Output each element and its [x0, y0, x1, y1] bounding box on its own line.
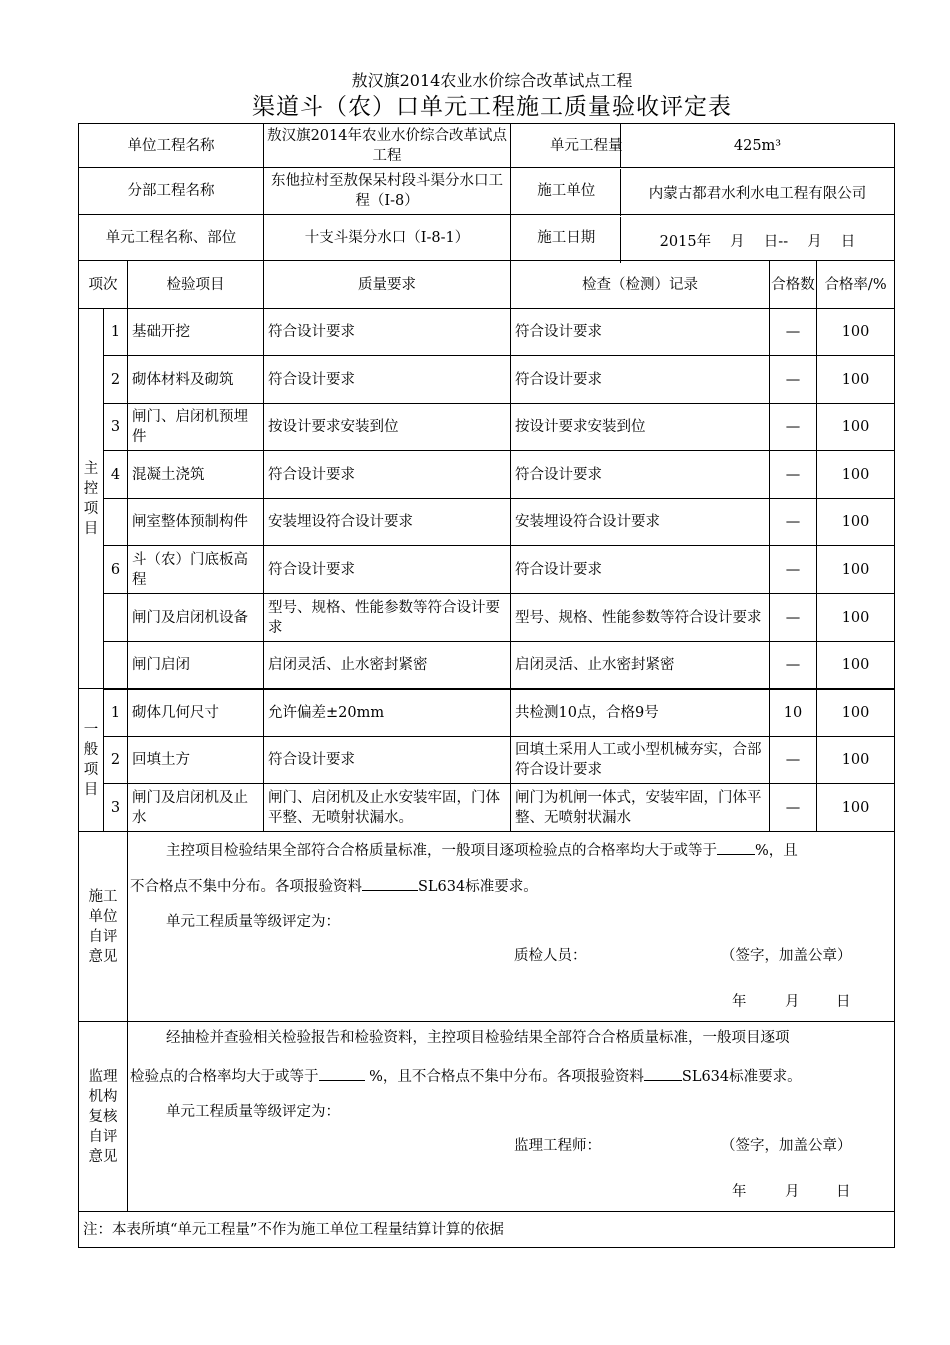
date-label: 施工日期: [511, 215, 770, 261]
table-row: 4 混凝土浇筑 符合设计要求 符合设计要求 — 100: [79, 451, 895, 499]
footnote: 注：本表所填“单元工程量”不作为施工单位工程量结算计算的依据: [79, 1212, 895, 1248]
table-row: 2 砌体材料及砌筑 符合设计要求 符合设计要求 — 100: [79, 356, 895, 404]
table-row: 一般项目 1 砌体几何尺寸 允许偏差±20mm 共检测10点，合格9号 10 100: [79, 689, 895, 737]
col-check-item: 检验项目: [128, 261, 264, 309]
element-value: 十支斗渠分水口（Ⅰ-8-1）: [264, 215, 511, 261]
col-item-no: 项次: [79, 261, 128, 309]
table-row: 2 回填土方 符合设计要求 回填土采用人工或小型机械夯实，合部符合设计要求 — 100: [79, 737, 895, 784]
contractor-seal: （签字，加盖公章）: [721, 948, 852, 964]
group-general-label: 一般项目: [79, 689, 104, 832]
contractor-eval-line1: 主控项目检验结果全部符合合格质量标准，一般项目逐项检验点的合格率均大于或等于 %，且: [166, 838, 798, 861]
col-pass-count: 合格数: [770, 261, 817, 309]
table-row: 闸室整体预制构件 安装埋设符合设计要求 安装埋设符合设计要求 — 100: [79, 499, 895, 546]
unit-project-label: 单位工程名称: [79, 124, 264, 168]
project-name: 敖汉旗2014农业水价综合改革试点工程: [351, 71, 633, 90]
supervisor-grade: 单元工程质量等级评定为：: [166, 1104, 340, 1120]
table-row: 主控项目 1 基础开挖 符合设计要求 符合设计要求 — 100: [79, 309, 895, 356]
group-main-label: 主控项目: [79, 309, 104, 689]
col-pass-rate: 合格率/%: [817, 261, 895, 309]
table-row: 3 闸门及启闭机及止水 闸门、启闭机及止水安装牢固，门体平整、无喷射状漏水。 闸门为机闸一体式，安装牢固，门体平整、无喷射状漏水 — 100: [79, 784, 895, 832]
unit-quantity-label: 单元工程量: [511, 124, 770, 168]
table-row: 闸门及启闭机设备 型号、规格、性能参数等符合设计要求 型号、规格、性能参数等符合设计要求 — 100: [79, 594, 895, 642]
sub-project-label: 分部工程名称: [79, 168, 264, 215]
date-value: 2015年 月 日-- 月 日: [620, 217, 894, 263]
contractor-label: 施工单位: [511, 168, 770, 215]
supervisor-eval-section: 经抽检并查验相关检验报告和检验资料，主控项目检验结果全部符合合格质量标准，一般项目逐项 检验点的合格率均大于或等于 %，且不合格点不集中分布。各项报验资料 SL634标准要求。 单元工程质量等级评定为： 监理工程师： （签字，加盖公章） 年 月 日: [128, 1022, 895, 1212]
element-label: 单元工程名称、部位: [79, 215, 264, 261]
table-row: 3 闸门、启闭机预埋件 按设计要求安装到位 按设计要求安装到位 — 100: [79, 404, 895, 451]
contractor-grade: 单元工程质量等级评定为：: [166, 914, 340, 930]
contractor-eval-line2: 不合格点不集中分布。各项报验资料 SL634标准要求。: [130, 874, 538, 897]
col-record: 检查（检测）记录: [511, 261, 770, 309]
unit-quantity-value: 425m³: [620, 124, 894, 168]
unit-project-value: 敖汉旗2014年农业水价综合改革试点工程: [264, 124, 511, 168]
contractor-value: 内蒙古都君水利水电工程有限公司: [620, 169, 894, 216]
contractor-eval-label: 施工单位自评意见: [79, 832, 128, 1022]
supervisor-eval-label: 监理机构复核自评意见: [79, 1022, 128, 1212]
table-row: 6 斗（农）门底板高程 符合设计要求 符合设计要求 — 100: [79, 546, 895, 594]
table-row: 闸门启闭 启闭灵活、止水密封紧密 启闭灵活、止水密封紧密 — 100: [79, 642, 895, 689]
supervisor-eval-line2: 检验点的合格率均大于或等于 %，且不合格点不集中分布。各项报验资料 SL634标准要求。: [130, 1064, 802, 1087]
sub-project-value: 东他拉村至敖保呆村段斗渠分水口工程（Ⅰ-8）: [264, 168, 511, 215]
col-requirement: 质量要求: [264, 261, 511, 309]
supervisor-signer: 监理工程师：: [514, 1138, 601, 1154]
form-title: 渠道斗（农）口单元工程施工质量验收评定表: [252, 94, 732, 120]
supervisor-eval-line1: 经抽检并查验相关检验报告和检验资料，主控项目检验结果全部符合合格质量标准，一般项目逐项: [166, 1030, 790, 1046]
supervisor-seal: （签字，加盖公章）: [721, 1138, 852, 1154]
quality-evaluation-table: [78, 123, 895, 1248]
contractor-signer: 质检人员：: [514, 948, 587, 964]
contractor-eval-section: 主控项目检验结果全部符合合格质量标准，一般项目逐项检验点的合格率均大于或等于 %，且 不合格点不集中分布。各项报验资料 SL634标准要求。 单元工程质量等级评定为： 质检人员： （签字，加盖公章） 年 月 日: [128, 832, 895, 1022]
